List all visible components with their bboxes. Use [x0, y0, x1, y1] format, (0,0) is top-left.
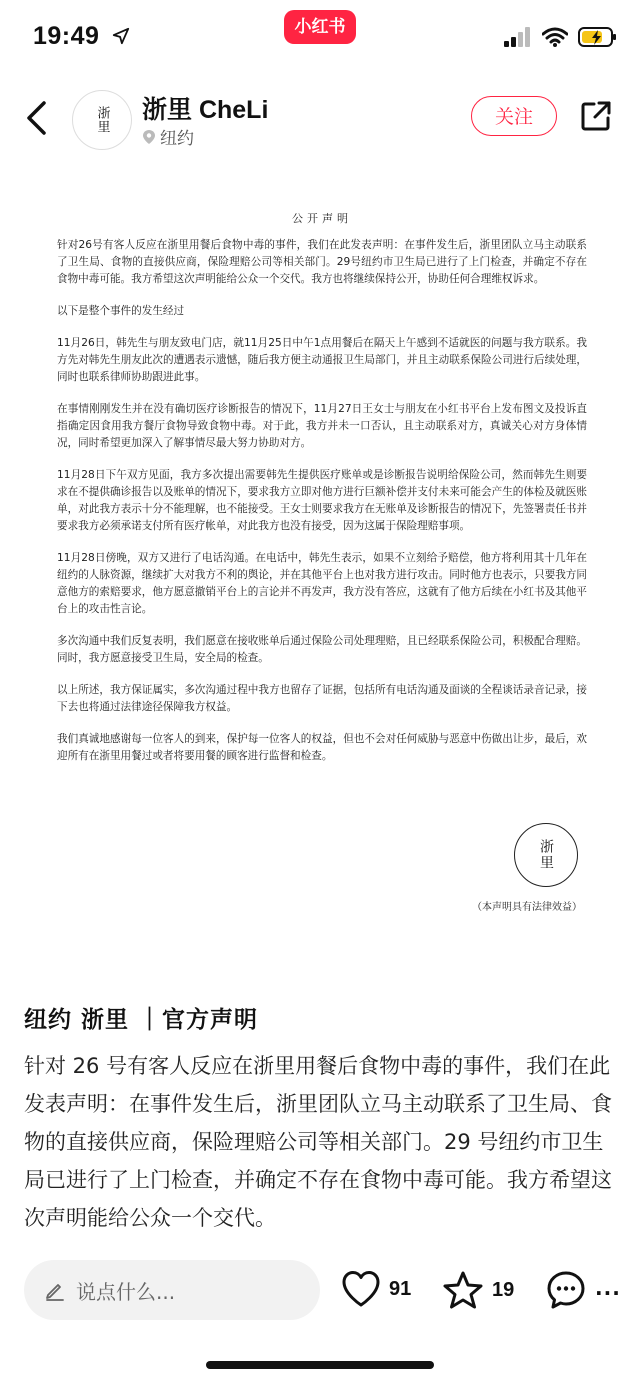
statement-paragraph: 11月28日下午双方见面，我方多次提出需要韩先生提供医疗账单或是诊断报告说明给保险公司，然而韩先生则要求在不提供确诊报告以及账单的情况下，要求我方立即对他方进行巨额补偿并支付未来可能会产生的体检及就医账单，对此我方表示十分不能理解，也不能接受。王女士则要求我方在无账单及诊断报告的情况下，先签署责任书并要求我方必须承诺支付所有医疗帐单，对此我方也没有接受，因为这属于保险理赔事项。: [57, 469, 587, 532]
share-icon[interactable]: [580, 100, 612, 132]
comment-placeholder: 说点什么...: [76, 1279, 176, 1304]
company-seal: [514, 823, 578, 887]
like-count: 91: [389, 1277, 412, 1300]
collect-count: 19: [492, 1278, 515, 1301]
follow-button[interactable]: 关注: [471, 96, 557, 136]
comment-input[interactable]: [24, 1260, 320, 1320]
bottom-action-bar: [0, 1250, 640, 1330]
avatar[interactable]: [72, 90, 132, 150]
more-options[interactable]: ...: [595, 1276, 621, 1300]
statement-document: [57, 210, 587, 780]
back-icon[interactable]: [22, 100, 52, 136]
battery-icon: [578, 26, 618, 48]
pen-icon: [44, 1279, 66, 1301]
avatar-logo: 浙里: [94, 106, 110, 134]
post-header: [0, 76, 640, 161]
location-arrow-icon: [112, 27, 130, 45]
statement-title: 公开声明: [292, 212, 352, 225]
system-icons: [504, 26, 618, 48]
comment-icon[interactable]: [546, 1270, 586, 1310]
seal-logo: 浙里: [538, 839, 554, 871]
statement-paragraph: 11月28日傍晚，双方又进行了电话沟通。在电话中，韩先生表示，如果不立刻给予赔偿，他方将利用其十几年在纽约的人脉资源，继续扩大对我方不利的舆论，并在其他平台上也对我方进行攻击。同时他方也表示，只要我方同意他方的索赔要求，他方愿意撤销平台上的言论并不再发声，我方没有答应，这就有了他方后续在小红书及其他平台上的攻击性言论。: [57, 552, 587, 615]
statement-paragraph: 在事情刚刚发生并在没有确切医疗诊断报告的情况下，11月27日王女士与朋友在小红书平台上发布图文及投诉直指确定因食用我方餐厅食物导致食物中毒。对于此，我方并未一口否认，且主动联系对方，真诚关心对方身体情况，同时希望更加深入了解事情尽最大努力协助对方。: [57, 403, 587, 449]
post-image[interactable]: [0, 160, 640, 975]
signal-icon: [504, 27, 532, 47]
statement-paragraph: 以下是整个事件的发生经过: [57, 305, 185, 317]
wifi-icon: [542, 27, 568, 47]
author-name[interactable]: 浙里 CheLi: [142, 96, 269, 124]
statement-paragraph: 针对26号有客人反应在浙里用餐后食物中毒的事件，我们在此发表声明：在事件发生后，浙里团队立马主动联系了卫生局、食物的直接供应商，保险理赔公司等相关部门。29号纽约市卫生局已进行了上门检查，并确定不存在食物中毒可能。我方希望这次声明能给公众一个交代。我方也将继续保持公开，协助任何合理维权诉求。: [57, 239, 587, 285]
location-label: 纽约: [160, 129, 194, 149]
statement-paragraph: 11月26日，韩先生与朋友致电门店，就11月25日中午1点用餐后在隔天上午感到不适就医的问题与我方联系。我方先对韩先生朋友此次的遭遇表示遗憾，随后我方便主动通报卫生局部门，并且主动联系保险公司进行后续处理，同时也联系律师协助跟进此事。: [57, 337, 587, 383]
like-button[interactable]: [341, 1270, 411, 1308]
statement-paragraph: 我们真诚地感谢每一位客人的到来，保护每一位客人的权益，但也不会对任何威胁与恶意中伤做出让步，最后，欢迎所有在浙里用餐过或者将要用餐的顾客进行监督和检查。: [57, 733, 587, 762]
heart-icon: [341, 1270, 381, 1308]
status-bar: [0, 0, 640, 76]
location-pin-icon: [142, 129, 156, 145]
collect-button[interactable]: [442, 1270, 514, 1310]
post-body: 针对 26 号有客人反应在浙里用餐后食物中毒的事件，我们在此发表声明：在事件发生后，浙里团队立马主动联系了卫生局、食物的直接供应商，保险理赔公司等相关部门。29 号纽约市卫生局已进行了上门检查，并确定不存在食物中毒可能。我方希望这次声明能给公众一个交代。: [24, 1054, 612, 1230]
legal-note: （本声明具有法律效益）: [472, 902, 582, 913]
author-location: [142, 124, 194, 149]
star-icon: [442, 1270, 484, 1310]
statement-paragraph: 多次沟通中我们反复表明，我们愿意在接收账单后通过保险公司处理理赔，且已经联系保险公司，积极配合理赔。同时，我方愿意接受卫生局，安全局的检查。: [57, 635, 587, 664]
statement-paragraph: 以上所述，我方保证属实，多次沟通过程中我方也留存了证据，包括所有电话沟通及面谈的全程谈话录音记录，接下去也将通过法律途径保障我方权益。: [57, 684, 587, 713]
post-title: 纽约 浙里 ｜官方声明: [24, 1007, 259, 1033]
status-time: 19:49: [33, 22, 100, 50]
app-badge: 小红书: [284, 10, 356, 44]
home-indicator[interactable]: [206, 1361, 434, 1369]
